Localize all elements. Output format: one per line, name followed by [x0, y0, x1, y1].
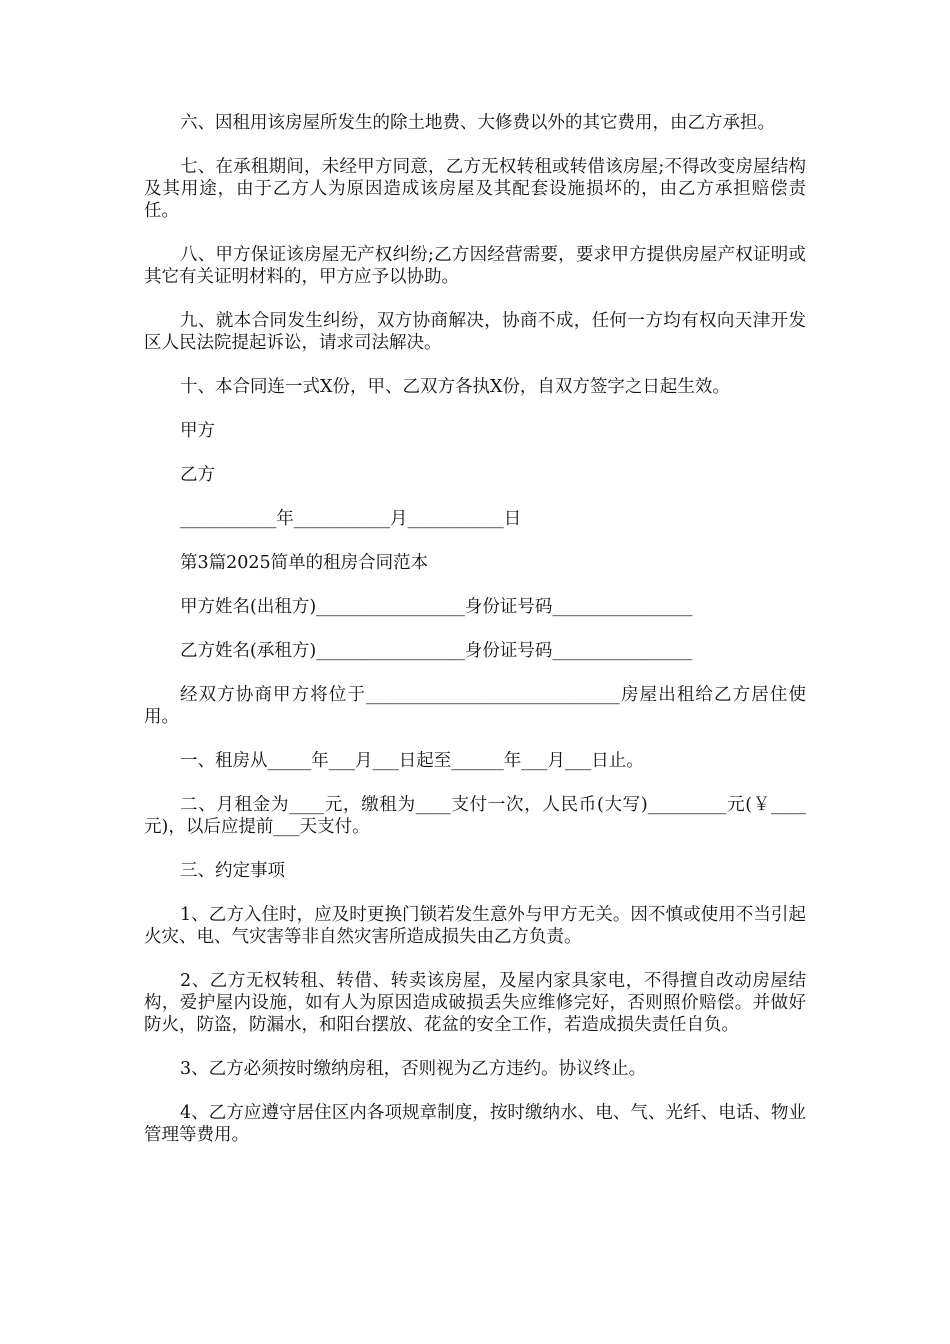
clause-7: 七、在承租期间，未经甲方同意，乙方无权转租或转借该房屋;不得改变房屋结构及其用途，由于乙方人为原因造成该房屋及其配套设施损坏的，由乙方承担赔偿责任。: [144, 157, 806, 221]
landlord-info: 甲方姓名(出租方)_________________身份证号码________________: [180, 597, 693, 617]
agreed-item-3: 3、乙方必须按时缴纳房租，否则视为乙方违约。协议终止。: [180, 1059, 647, 1079]
rent-payment: 二、月租金为____元，缴租为____支付一次，人民币(大写)_________元(￥____元)，以后应提前___天支付。: [144, 795, 806, 837]
agreed-item-4: 4、乙方应遵守居住区内各项规章制度，按时缴纳水、电、气、光纤、电话、物业管理等费用。: [144, 1103, 806, 1145]
agreed-item-2: 2、乙方无权转租、转借、转卖该房屋，及屋内家具家电，不得擅自改动房屋结构，爱护屋内设施，如有人为原因造成破损丢失应维修完好，否则照价赔偿。并做好防火，防盗，防漏水，和阳台摆放、花盆的安全工作，若造成损失责任自负。: [144, 971, 806, 1035]
rental-period: 一、租房从_____年___月___日起至______年___月___日止。: [180, 751, 644, 771]
agreed-item-1: 1、乙方入住时，应及时更换门锁若发生意外与甲方无关。因不慎或使用不当引起火灾、电、气灾害等非自然灾害所造成损失由乙方负责。: [144, 905, 806, 947]
clause-10: 十、本合同连一式X份，甲、乙双方各执X份，自双方签字之日起生效。: [180, 377, 730, 397]
property-location: 经双方协商甲方将位于_____________________________房屋出租给乙方居住使用。: [144, 685, 806, 727]
clause-8: 八、甲方保证该房屋无产权纠纷;乙方因经营需要，要求甲方提供房屋产权证明或其它有关证明材料的，甲方应予以协助。: [144, 245, 806, 287]
document-page: [144, 112, 806, 1168]
clause-9: 九、就本合同发生纠纷，双方协商解决，协商不成，任何一方均有权向天津开发区人民法院提起诉讼，请求司法解决。: [144, 311, 806, 353]
signature-party-b: 乙方: [180, 465, 215, 485]
clause-6: 六、因租用该房屋所发生的除土地费、大修费以外的其它费用，由乙方承担。: [180, 113, 775, 133]
section-title: 第3篇2025简单的租房合同范本: [180, 553, 429, 573]
agreed-items-heading: 三、约定事项: [180, 861, 285, 881]
signature-date: ___________年___________月___________日: [180, 509, 522, 529]
tenant-info: 乙方姓名(承租方)_________________身份证号码________________: [180, 641, 693, 661]
signature-party-a: 甲方: [180, 421, 215, 441]
